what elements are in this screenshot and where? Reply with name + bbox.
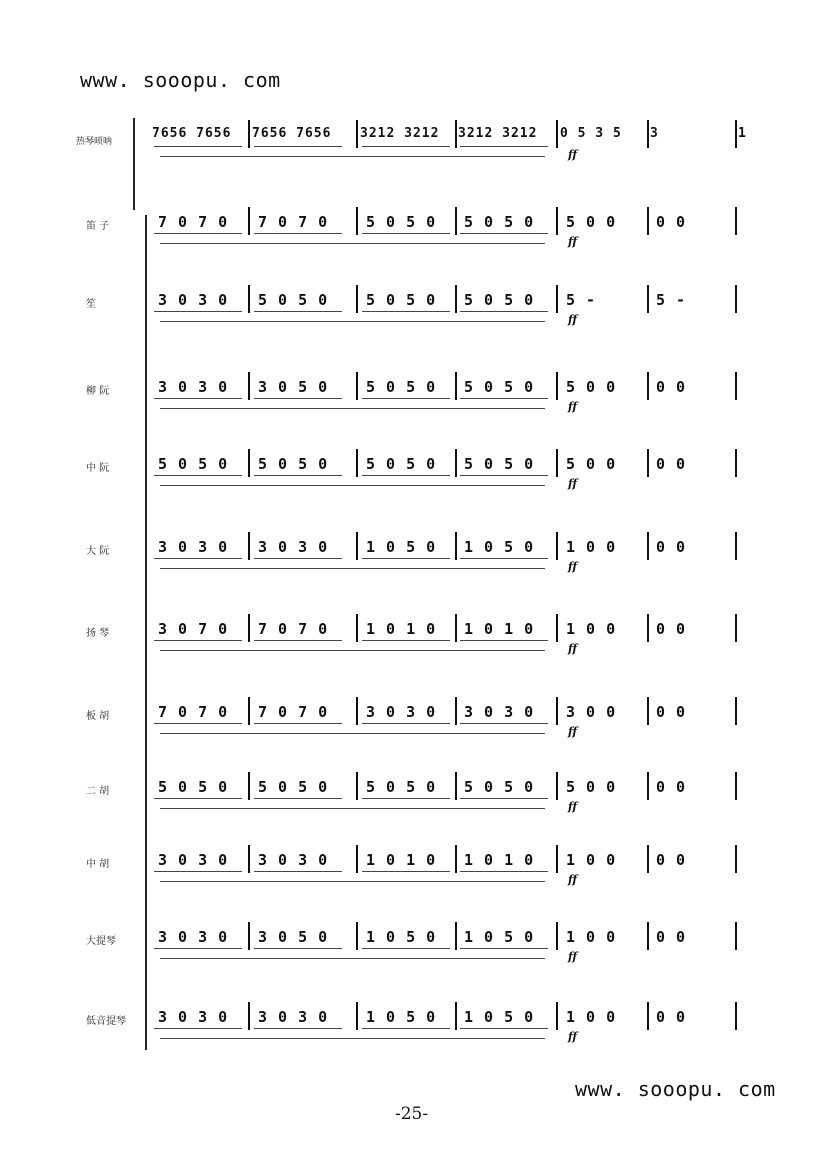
beam-line <box>460 558 548 559</box>
bar-line <box>356 285 358 313</box>
instrument-row <box>0 370 826 430</box>
measure-notes: 5 0 5 0 <box>258 455 329 473</box>
bar-line <box>647 697 649 725</box>
bar-line <box>647 614 649 642</box>
beam-line <box>154 558 242 559</box>
measure-notes: 1 0 0 <box>566 928 617 946</box>
measure-notes: 0 5 3 5 <box>560 126 622 141</box>
beam-line <box>362 723 450 724</box>
watermark-bottom: www. sooopu. com <box>575 1077 776 1101</box>
measure-notes: 3 0 0 <box>566 703 617 721</box>
measure-notes: 1 0 5 0 <box>464 928 535 946</box>
measure-notes: 5 0 5 0 <box>366 213 437 231</box>
measure-notes: 0 0 <box>656 455 687 473</box>
instrument-label: 二 胡 <box>86 786 110 797</box>
bar-line <box>455 697 457 725</box>
measure-notes: 3 0 3 0 <box>158 928 229 946</box>
staff-rule <box>160 156 545 157</box>
instrument-row <box>0 1000 826 1060</box>
bar-line <box>556 772 558 800</box>
bar-line <box>647 120 649 148</box>
measure-notes: 0 0 <box>656 213 687 231</box>
bar-line <box>556 922 558 950</box>
instrument-label: 扬 琴 <box>86 628 110 639</box>
bar-line <box>735 845 737 873</box>
measure-notes: 3 0 7 0 <box>158 620 229 638</box>
instrument-label: 大 阮 <box>86 546 110 557</box>
beam-line <box>362 311 450 312</box>
bar-line <box>647 285 649 313</box>
bar-line <box>556 697 558 725</box>
measure-notes: 1 0 1 0 <box>366 851 437 869</box>
beam-line <box>362 146 450 147</box>
beam-line <box>362 475 450 476</box>
beam-line <box>460 311 548 312</box>
beam-line <box>362 871 450 872</box>
bar-line <box>455 449 457 477</box>
bar-line <box>248 207 250 235</box>
bar-line <box>356 697 358 725</box>
measure-notes: 3 0 3 0 <box>366 703 437 721</box>
instrument-row <box>0 205 826 265</box>
bar-line <box>556 1002 558 1030</box>
beam-line <box>254 723 342 724</box>
instrument-label: 中 胡 <box>86 859 110 870</box>
measure-notes: 1 0 0 <box>566 620 617 638</box>
beam-line <box>362 948 450 949</box>
measure-notes: 1 0 1 0 <box>464 620 535 638</box>
dynamic-ff: ff <box>568 1030 578 1043</box>
bar-line <box>647 372 649 400</box>
bar-line <box>455 120 457 148</box>
bar-line <box>735 207 737 235</box>
instrument-row <box>0 118 826 178</box>
bar-line <box>248 922 250 950</box>
dynamic-ff: ff <box>568 400 578 413</box>
instrument-label: 笛 子 <box>86 221 110 232</box>
bar-line <box>248 372 250 400</box>
beam-line <box>254 558 342 559</box>
bar-line <box>356 120 358 148</box>
beam-line <box>154 146 242 147</box>
measure-notes: 0 0 <box>656 378 687 396</box>
bar-line <box>356 614 358 642</box>
beam-line <box>362 558 450 559</box>
measure-notes: 0 0 <box>656 703 687 721</box>
bar-line <box>556 845 558 873</box>
measure-notes: 1 <box>738 126 747 141</box>
dynamic-ff: ff <box>568 477 578 490</box>
measure-notes: 1 0 1 0 <box>366 620 437 638</box>
instrument-label: 大提琴 <box>86 936 116 947</box>
measure-notes: 0 0 <box>656 851 687 869</box>
bar-line <box>356 772 358 800</box>
bar-line <box>455 772 457 800</box>
bar-line <box>556 120 558 148</box>
measure-notes: 3 0 3 0 <box>158 851 229 869</box>
bar-line <box>356 372 358 400</box>
beam-line <box>362 233 450 234</box>
instrument-label: 中 阮 <box>86 463 110 474</box>
watermark-top: www. sooopu. com <box>80 68 281 92</box>
beam-line <box>154 798 242 799</box>
beam-line <box>362 398 450 399</box>
bar-line <box>735 697 737 725</box>
staff-rule <box>160 485 545 486</box>
staff-rule <box>160 958 545 959</box>
instrument-row <box>0 283 826 343</box>
measure-notes: 3 0 3 0 <box>158 291 229 309</box>
measure-notes: 5 0 5 0 <box>464 213 535 231</box>
measure-notes: 5 0 5 0 <box>464 455 535 473</box>
measure-notes: 0 0 <box>656 620 687 638</box>
bar-line <box>647 1002 649 1030</box>
staff-rule <box>160 650 545 651</box>
measure-notes: 5 - <box>656 291 687 309</box>
measure-notes: 7 0 7 0 <box>258 213 329 231</box>
bar-line <box>455 532 457 560</box>
beam-line <box>154 640 242 641</box>
measure-notes: 5 0 5 0 <box>158 778 229 796</box>
beam-line <box>362 1028 450 1029</box>
instrument-label: 热琴唢呐 <box>76 137 113 147</box>
beam-line <box>254 948 342 949</box>
bar-line <box>356 449 358 477</box>
measure-notes: 5 0 0 <box>566 778 617 796</box>
measure-notes: 1 0 5 0 <box>366 538 437 556</box>
bar-line <box>455 845 457 873</box>
beam-line <box>254 233 342 234</box>
beam-line <box>254 475 342 476</box>
measure-notes: 5 0 5 0 <box>464 378 535 396</box>
dynamic-ff: ff <box>568 148 578 161</box>
measure-notes: 5 - <box>566 291 597 309</box>
bar-line <box>356 1002 358 1030</box>
beam-line <box>460 475 548 476</box>
instrument-row <box>0 920 826 980</box>
dynamic-ff: ff <box>568 235 578 248</box>
beam-line <box>254 311 342 312</box>
beam-line <box>154 723 242 724</box>
staff-rule <box>160 568 545 569</box>
bar-line <box>735 449 737 477</box>
staff-rule <box>160 321 545 322</box>
staff-rule <box>160 808 545 809</box>
bar-line <box>356 845 358 873</box>
staff-rule <box>160 1038 545 1039</box>
beam-line <box>154 948 242 949</box>
dynamic-ff: ff <box>568 873 578 886</box>
beam-line <box>154 475 242 476</box>
bar-line <box>455 207 457 235</box>
beam-line <box>460 723 548 724</box>
bar-line <box>455 1002 457 1030</box>
bar-line <box>248 697 250 725</box>
beam-line <box>154 311 242 312</box>
beam-line <box>460 640 548 641</box>
bar-line <box>556 532 558 560</box>
bar-line <box>356 207 358 235</box>
measure-notes: 3 0 3 0 <box>464 703 535 721</box>
bar-line <box>556 449 558 477</box>
beam-line <box>460 871 548 872</box>
bar-line <box>735 614 737 642</box>
measure-notes: 5 0 5 0 <box>464 778 535 796</box>
measure-notes: 0 0 <box>656 1008 687 1026</box>
measure-notes: 7 0 7 0 <box>158 213 229 231</box>
bar-line <box>647 449 649 477</box>
measure-notes: 3 0 3 0 <box>258 1008 329 1026</box>
beam-line <box>154 398 242 399</box>
bar-line <box>735 532 737 560</box>
instrument-label: 柳 阮 <box>86 386 110 397</box>
dynamic-ff: ff <box>568 642 578 655</box>
instrument-row <box>0 843 826 903</box>
instrument-row <box>0 447 826 507</box>
measure-notes: 3 0 5 0 <box>258 378 329 396</box>
instrument-label: 板 胡 <box>86 711 110 722</box>
measure-notes: 5 0 5 0 <box>258 778 329 796</box>
bar-line <box>735 772 737 800</box>
beam-line <box>362 798 450 799</box>
dynamic-ff: ff <box>568 313 578 326</box>
measure-notes: 5 0 5 0 <box>464 291 535 309</box>
dynamic-ff: ff <box>568 560 578 573</box>
bar-line <box>647 772 649 800</box>
measure-notes: 0 0 <box>656 928 687 946</box>
bar-line <box>735 1002 737 1030</box>
bar-line <box>556 285 558 313</box>
measure-notes: 3 0 5 0 <box>258 928 329 946</box>
bar-line <box>735 120 737 148</box>
measure-notes: 1 0 0 <box>566 1008 617 1026</box>
measure-notes: 1 0 5 0 <box>464 538 535 556</box>
measure-notes: 1 0 1 0 <box>464 851 535 869</box>
bar-line <box>556 372 558 400</box>
measure-notes: 3212 3212 <box>360 126 440 141</box>
beam-line <box>254 798 342 799</box>
instrument-row <box>0 612 826 672</box>
measure-notes: 3 <box>650 126 659 141</box>
instrument-row <box>0 695 826 755</box>
bar-line <box>735 285 737 313</box>
bar-line <box>556 207 558 235</box>
measure-notes: 5 0 5 0 <box>258 291 329 309</box>
instrument-row <box>0 770 826 830</box>
bar-line <box>735 372 737 400</box>
beam-line <box>362 640 450 641</box>
page-number: -25- <box>395 1104 429 1124</box>
beam-line <box>460 398 548 399</box>
bar-line <box>248 1002 250 1030</box>
beam-line <box>460 146 548 147</box>
bar-line <box>455 922 457 950</box>
measure-notes: 5 0 5 0 <box>366 778 437 796</box>
measure-notes: 5 0 0 <box>566 213 617 231</box>
beam-line <box>460 948 548 949</box>
staff-rule <box>160 408 545 409</box>
dynamic-ff: ff <box>568 800 578 813</box>
beam-line <box>460 798 548 799</box>
measure-notes: 1 0 5 0 <box>464 1008 535 1026</box>
measure-notes: 3 0 3 0 <box>158 378 229 396</box>
beam-line <box>254 146 342 147</box>
bar-line <box>248 120 250 148</box>
measure-notes: 5 0 5 0 <box>158 455 229 473</box>
bar-line <box>248 845 250 873</box>
instrument-label: 低音提琴 <box>86 1016 126 1027</box>
beam-line <box>254 398 342 399</box>
bar-line <box>556 614 558 642</box>
measure-notes: 1 0 0 <box>566 538 617 556</box>
bar-line <box>455 372 457 400</box>
measure-notes: 3 0 3 0 <box>158 538 229 556</box>
staff-rule <box>160 733 545 734</box>
measure-notes: 7 0 7 0 <box>258 703 329 721</box>
measure-notes: 5 0 0 <box>566 378 617 396</box>
measure-notes: 1 0 5 0 <box>366 928 437 946</box>
measure-notes: 5 0 0 <box>566 455 617 473</box>
instrument-row <box>0 530 826 590</box>
measure-notes: 5 0 5 0 <box>366 455 437 473</box>
bar-line <box>647 532 649 560</box>
measure-notes: 7 0 7 0 <box>258 620 329 638</box>
measure-notes: 5 0 5 0 <box>366 378 437 396</box>
measure-notes: 0 0 <box>656 778 687 796</box>
staff-rule <box>160 881 545 882</box>
measure-notes: 7 0 7 0 <box>158 703 229 721</box>
bar-line <box>248 285 250 313</box>
measure-notes: 3212 3212 <box>458 126 538 141</box>
beam-line <box>254 871 342 872</box>
bar-line <box>248 449 250 477</box>
bar-line <box>455 614 457 642</box>
instrument-label: 笙 <box>86 299 96 310</box>
beam-line <box>154 1028 242 1029</box>
beam-line <box>254 1028 342 1029</box>
bar-line <box>647 207 649 235</box>
bar-line <box>735 922 737 950</box>
bar-line <box>248 614 250 642</box>
beam-line <box>254 640 342 641</box>
measure-notes: 7656 7656 <box>152 126 232 141</box>
measure-notes: 5 0 5 0 <box>366 291 437 309</box>
beam-line <box>460 1028 548 1029</box>
dynamic-ff: ff <box>568 950 578 963</box>
measure-notes: 1 0 0 <box>566 851 617 869</box>
measure-notes: 7656 7656 <box>252 126 332 141</box>
bar-line <box>647 845 649 873</box>
dynamic-ff: ff <box>568 725 578 738</box>
beam-line <box>460 233 548 234</box>
beam-line <box>154 871 242 872</box>
bar-line <box>248 772 250 800</box>
bar-line <box>248 532 250 560</box>
bar-line <box>647 922 649 950</box>
bar-line <box>455 285 457 313</box>
bar-line <box>356 922 358 950</box>
staff-rule <box>160 243 545 244</box>
measure-notes: 3 0 3 0 <box>158 1008 229 1026</box>
measure-notes: 1 0 5 0 <box>366 1008 437 1026</box>
measure-notes: 0 0 <box>656 538 687 556</box>
measure-notes: 3 0 3 0 <box>258 538 329 556</box>
bar-line <box>356 532 358 560</box>
beam-line <box>154 233 242 234</box>
measure-notes: 3 0 3 0 <box>258 851 329 869</box>
